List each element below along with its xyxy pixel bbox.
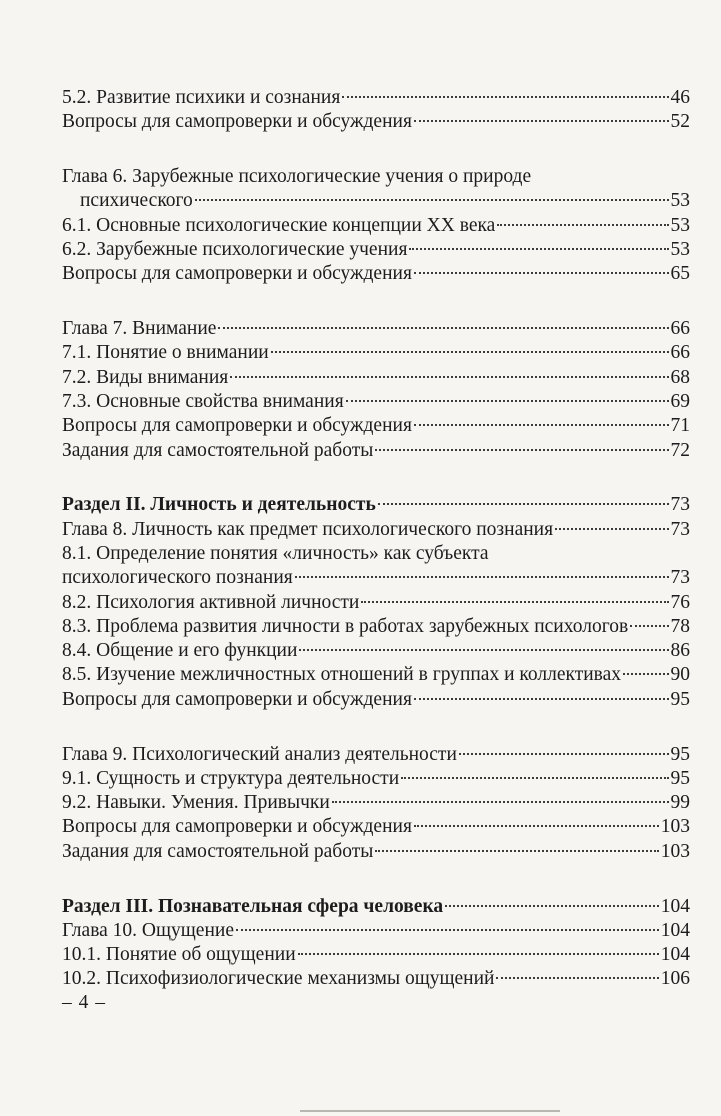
toc-entry-title: Задания для самостоятельной работы bbox=[62, 840, 374, 862]
toc-entry-title: 8.4. Общение и его функции bbox=[62, 640, 298, 662]
dot-leader bbox=[218, 325, 668, 329]
toc-entry bbox=[62, 919, 690, 943]
toc-entry-page: 95 bbox=[670, 743, 690, 765]
toc-entry-title: 7.2. Виды внимания bbox=[62, 366, 229, 388]
toc-entry-title: 10.1. Понятие об ощущении bbox=[62, 944, 296, 966]
toc-entry bbox=[62, 791, 690, 815]
toc-entry bbox=[62, 390, 690, 414]
toc-entry-page: 72 bbox=[670, 439, 690, 461]
toc-entry-page: 68 bbox=[670, 366, 690, 388]
toc-group-section-3 bbox=[62, 895, 690, 992]
dot-leader bbox=[375, 447, 668, 451]
toc-entry-title: психологического познания bbox=[62, 567, 293, 589]
toc-entry-title: 7.3. Основные свойства внимания bbox=[62, 390, 344, 412]
toc-entry-title: 6.1. Основные психологические концепции XX века bbox=[62, 214, 496, 236]
toc-entry-page: 53 bbox=[670, 238, 690, 260]
dot-leader bbox=[414, 823, 659, 827]
toc-entry bbox=[62, 688, 690, 712]
toc-entry-title: Задания для самостоятельной работы bbox=[62, 439, 374, 461]
dot-leader bbox=[375, 848, 658, 852]
toc-entry-page: 53 bbox=[670, 190, 690, 212]
dot-leader bbox=[623, 671, 668, 675]
toc-section-entry bbox=[62, 895, 690, 919]
dot-leader bbox=[409, 246, 668, 250]
toc-entry bbox=[62, 840, 690, 864]
dot-leader bbox=[299, 647, 668, 651]
toc-entry-title-line1: 8.1. Определение понятия «личность» как субъекта bbox=[62, 542, 489, 564]
dot-leader bbox=[401, 775, 668, 779]
toc-entry-page: 73 bbox=[670, 518, 690, 540]
toc-entry bbox=[62, 639, 690, 663]
toc-entry-title: Вопросы для самопроверки и обсуждения bbox=[62, 688, 412, 710]
toc-entry-title: Раздел II. Личность и деятельность bbox=[62, 494, 376, 516]
toc-entry-page: 95 bbox=[670, 767, 690, 789]
dot-leader bbox=[414, 422, 669, 426]
toc-entry bbox=[62, 189, 690, 213]
toc-entry-title: 8.5. Изучение межличностных отношений в группах и коллективах bbox=[62, 664, 622, 686]
toc-entry-title: 8.2. Психология активной личности bbox=[62, 591, 360, 613]
toc-entry bbox=[62, 214, 690, 238]
dot-leader bbox=[295, 574, 669, 578]
toc-entry bbox=[62, 663, 690, 687]
dot-leader bbox=[271, 349, 669, 353]
dot-leader bbox=[378, 501, 669, 505]
toc-entry-title: Глава 7. Внимание bbox=[62, 318, 217, 340]
toc-entry bbox=[62, 341, 690, 365]
toc-entry-page: 78 bbox=[670, 615, 690, 637]
toc-entry-page: 52 bbox=[670, 111, 690, 133]
toc-entry-page: 73 bbox=[670, 494, 690, 516]
toc-entry-page: 103 bbox=[660, 840, 690, 862]
dot-leader bbox=[346, 398, 669, 402]
scan-edge-line bbox=[300, 1110, 560, 1112]
toc-entry-page: 66 bbox=[670, 342, 690, 364]
page-number: – 4 – bbox=[62, 992, 106, 1013]
dot-leader bbox=[414, 696, 669, 700]
toc-entry bbox=[62, 615, 690, 639]
toc-entry-page: 76 bbox=[670, 591, 690, 613]
toc-entry bbox=[62, 86, 690, 110]
toc-entry-page: 69 bbox=[670, 390, 690, 412]
toc-entry-page: 71 bbox=[670, 415, 690, 437]
dot-leader bbox=[414, 118, 669, 122]
dot-leader bbox=[195, 197, 669, 201]
toc-entry bbox=[62, 110, 690, 134]
dot-leader bbox=[342, 94, 668, 98]
toc-entry-title: Вопросы для самопроверки и обсуждения bbox=[62, 263, 412, 285]
toc-entry-title: Раздел III. Познавательная сфера человека bbox=[62, 895, 444, 917]
dot-leader bbox=[361, 599, 668, 603]
toc-entry-page: 99 bbox=[670, 792, 690, 814]
dot-leader bbox=[497, 222, 668, 226]
toc-entry-page: 90 bbox=[670, 664, 690, 686]
toc-entry-page: 66 bbox=[670, 318, 690, 340]
toc-entry-title: 10.2. Психофизиологические механизмы ощущений bbox=[62, 968, 495, 990]
dot-leader bbox=[445, 903, 659, 907]
toc-entry bbox=[62, 743, 690, 767]
toc-entry bbox=[62, 366, 690, 390]
toc-entry-page: 73 bbox=[670, 567, 690, 589]
toc-entry-title: 8.3. Проблема развития личности в работах зарубежных психологов bbox=[62, 615, 629, 637]
toc-group-section-2 bbox=[62, 493, 690, 712]
toc-entry bbox=[62, 767, 690, 791]
dot-leader bbox=[496, 975, 658, 979]
toc-group-chapter-7 bbox=[62, 317, 690, 463]
toc-entry-page: 104 bbox=[660, 944, 690, 966]
dot-leader bbox=[332, 799, 669, 803]
table-of-contents bbox=[62, 86, 690, 1022]
toc-entry bbox=[62, 317, 690, 341]
toc-entry-title: 9.2. Навыки. Умения. Привычки bbox=[62, 792, 330, 814]
toc-entry-page: 95 bbox=[670, 688, 690, 710]
toc-entry-title: Вопросы для самопроверки и обсуждения bbox=[62, 415, 412, 437]
dot-leader bbox=[236, 927, 659, 931]
toc-entry-page: 53 bbox=[670, 214, 690, 236]
toc-entry-title: 9.1. Сущность и структура деятельности bbox=[62, 767, 400, 789]
toc-entry bbox=[62, 439, 690, 463]
dot-leader bbox=[298, 951, 659, 955]
toc-entry bbox=[62, 518, 690, 542]
toc-entry bbox=[62, 414, 690, 438]
dot-leader bbox=[630, 623, 668, 627]
toc-entry-page: 46 bbox=[670, 87, 690, 108]
toc-entry-page: 104 bbox=[660, 895, 690, 917]
toc-entry-title-line1: Глава 6. Зарубежные психологические учения о природе bbox=[62, 166, 532, 188]
toc-entry-page: 104 bbox=[660, 919, 690, 941]
toc-entry bbox=[62, 943, 690, 967]
toc-group-chapter-5-end bbox=[62, 86, 690, 135]
toc-entry-title: Глава 9. Психологический анализ деятельности bbox=[62, 743, 457, 765]
toc-entry-title: психического bbox=[80, 190, 193, 212]
toc-entry-title: Глава 10. Ощущение bbox=[62, 919, 234, 941]
toc-section-entry bbox=[62, 493, 690, 517]
dot-leader bbox=[555, 526, 668, 530]
toc-entry-title: 6.2. Зарубежные психологические учения bbox=[62, 238, 408, 260]
dot-leader bbox=[414, 270, 669, 274]
toc-entry-title: 5.2. Развитие психики и сознания bbox=[62, 87, 341, 108]
toc-entry-page: 106 bbox=[660, 968, 690, 990]
toc-entry bbox=[62, 262, 690, 286]
toc-entry bbox=[62, 566, 690, 590]
toc-entry bbox=[62, 591, 690, 615]
toc-entry-page: 103 bbox=[660, 816, 690, 838]
toc-group-chapter-6 bbox=[62, 165, 690, 286]
toc-entry-page: 65 bbox=[670, 263, 690, 285]
toc-entry bbox=[62, 967, 690, 991]
dot-leader bbox=[459, 751, 669, 755]
toc-entry bbox=[62, 815, 690, 839]
toc-entry-page: 86 bbox=[670, 640, 690, 662]
toc-entry-title: Вопросы для самопроверки и обсуждения bbox=[62, 111, 412, 133]
toc-entry-title: Вопросы для самопроверки и обсуждения bbox=[62, 816, 412, 838]
toc-entry bbox=[62, 238, 690, 262]
toc-group-chapter-9 bbox=[62, 743, 690, 864]
dot-leader bbox=[230, 374, 668, 378]
toc-entry-title: Глава 8. Личность как предмет психологического познания bbox=[62, 518, 554, 540]
toc-entry-title: 7.1. Понятие о внимании bbox=[62, 342, 269, 364]
